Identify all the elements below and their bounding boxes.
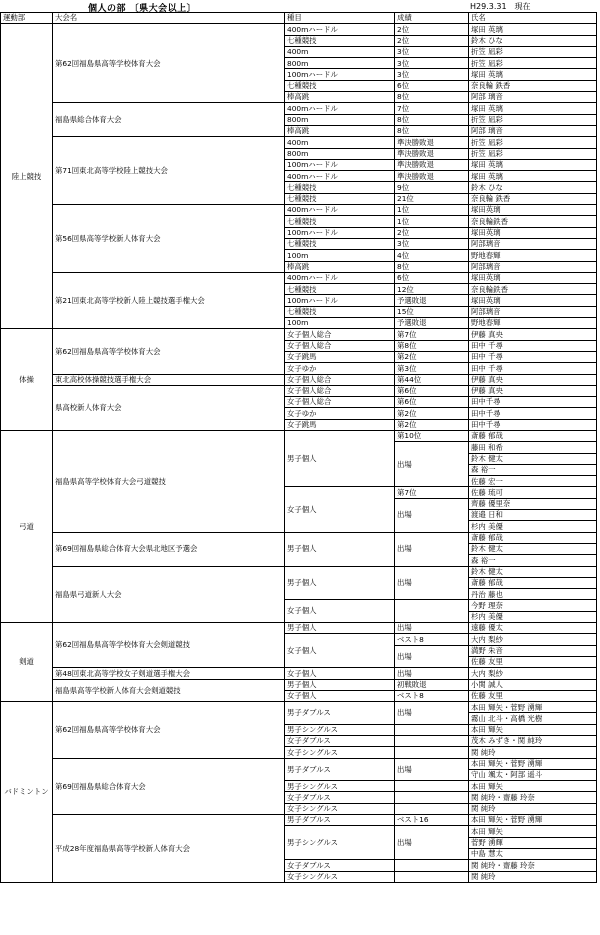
name-cell: 霧山 北斗・高橋 光樹 bbox=[469, 713, 597, 724]
name-cell: 遠藤 優太 bbox=[469, 623, 597, 634]
meet-cell: 第56回県高等学校新人体育大会 bbox=[53, 205, 285, 273]
result-cell: 初戦敗退 bbox=[395, 679, 469, 690]
result-cell: 第8位 bbox=[395, 340, 469, 351]
club-cell: 剣道 bbox=[1, 623, 53, 702]
result-cell: 出場 bbox=[395, 702, 469, 725]
result-cell bbox=[395, 747, 469, 758]
result-cell: 8位 bbox=[395, 125, 469, 136]
event-cell: 100mハードル bbox=[285, 159, 395, 170]
name-cell: 藤田 和希 bbox=[469, 442, 597, 453]
name-cell: 塚田英璃 bbox=[469, 205, 597, 216]
event-cell: 女子シングルス bbox=[285, 747, 395, 758]
event-cell: 女子ダブルス bbox=[285, 736, 395, 747]
table-row bbox=[1, 623, 597, 634]
result-cell: 15位 bbox=[395, 306, 469, 317]
result-cell: 出場 bbox=[395, 668, 469, 679]
club-cell: 体操 bbox=[1, 329, 53, 431]
result-cell bbox=[395, 781, 469, 792]
name-cell: 田中 千尋 bbox=[469, 340, 597, 351]
header-event: 種目 bbox=[285, 13, 395, 24]
name-cell: 本田 輝矢・菅野 湧輝 bbox=[469, 815, 597, 826]
header-club: 運動部 bbox=[1, 13, 53, 24]
name-cell: 関 純玲 bbox=[469, 747, 597, 758]
result-cell: 出場 bbox=[395, 532, 469, 566]
event-cell: 100mハードル bbox=[285, 69, 395, 80]
table-row bbox=[1, 532, 597, 543]
header-result: 成績 bbox=[395, 13, 469, 24]
table-row bbox=[1, 679, 597, 690]
name-cell: 佐藤 琉可 bbox=[469, 487, 597, 498]
name-cell: 本田 輝矢・菅野 湧輝 bbox=[469, 702, 597, 713]
result-cell: 出場 bbox=[395, 623, 469, 634]
name-cell: 田中千尋 bbox=[469, 408, 597, 419]
name-cell: 本田 輝矢・菅野 湧輝 bbox=[469, 758, 597, 769]
table-row bbox=[1, 329, 597, 340]
name-cell: 阿部璃音 bbox=[469, 261, 597, 272]
result-cell: 第7位 bbox=[395, 487, 469, 498]
name-cell: 森 裕一 bbox=[469, 464, 597, 475]
result-cell: 出場 bbox=[395, 645, 469, 668]
result-cell: 第6位 bbox=[395, 397, 469, 408]
event-cell: 女子個人総合 bbox=[285, 340, 395, 351]
name-cell: 大内 梨紗 bbox=[469, 634, 597, 645]
meet-cell: 平成28年度福島県高等学校新人体育大会 bbox=[53, 815, 285, 883]
result-cell bbox=[395, 871, 469, 882]
meet-cell: 第71回東北高等学校陸上競技大会 bbox=[53, 137, 285, 205]
meet-cell: 第62回福島県高等学校体育大会 bbox=[53, 702, 285, 758]
meet-cell: 東北高校体操競技選手権大会 bbox=[53, 374, 285, 385]
name-cell: 奈良輪 鉄香 bbox=[469, 80, 597, 91]
name-cell: 小関 誠人 bbox=[469, 679, 597, 690]
name-cell: 阿部 璃音 bbox=[469, 125, 597, 136]
event-cell: 七種競技 bbox=[285, 80, 395, 91]
event-cell: 800m bbox=[285, 148, 395, 159]
name-cell: 本田 輝矢 bbox=[469, 724, 597, 735]
event-cell: 100mハードル bbox=[285, 227, 395, 238]
table-row bbox=[1, 137, 597, 148]
result-cell: 出場 bbox=[395, 758, 469, 781]
result-cell: 1位 bbox=[395, 216, 469, 227]
result-cell: 第10位 bbox=[395, 430, 469, 441]
event-cell: 400mハードル bbox=[285, 272, 395, 283]
result-cell bbox=[395, 803, 469, 814]
event-cell: 女子個人総合 bbox=[285, 397, 395, 408]
name-cell: 鈴木 健太 bbox=[469, 453, 597, 464]
name-cell: 斎藤 郁哉 bbox=[469, 430, 597, 441]
result-cell: 12位 bbox=[395, 284, 469, 295]
event-cell: 棒高跳 bbox=[285, 261, 395, 272]
result-cell: 第2位 bbox=[395, 408, 469, 419]
name-cell: 塚田 英璃 bbox=[469, 103, 597, 114]
result-cell: ベスト8 bbox=[395, 690, 469, 701]
name-cell: 奈良輪 鉄香 bbox=[469, 193, 597, 204]
name-cell: 折笠 凪彩 bbox=[469, 148, 597, 159]
name-cell: 奈良輪鉄香 bbox=[469, 284, 597, 295]
name-cell: 鈴木 健太 bbox=[469, 543, 597, 554]
result-cell bbox=[395, 860, 469, 871]
result-cell: 3位 bbox=[395, 58, 469, 69]
name-cell: 折笠 凪彩 bbox=[469, 137, 597, 148]
name-cell: 齊藤 優里奈 bbox=[469, 498, 597, 509]
name-cell: 斎藤 郁哉 bbox=[469, 577, 597, 588]
result-cell: 3位 bbox=[395, 46, 469, 57]
event-cell: 男子個人 bbox=[285, 532, 395, 566]
name-cell: 田中千尋 bbox=[469, 419, 597, 430]
name-cell: 鈴木 ひな bbox=[469, 35, 597, 46]
name-cell: 塚田英璃 bbox=[469, 227, 597, 238]
event-cell: 400mハードル bbox=[285, 24, 395, 35]
event-cell: 女子跳馬 bbox=[285, 351, 395, 362]
name-cell: 斎藤 郁哉 bbox=[469, 532, 597, 543]
meet-cell: 第48回東北高等学校女子剣道選手権大会 bbox=[53, 668, 285, 679]
name-cell: 杉内 美優 bbox=[469, 521, 597, 532]
result-cell: 1位 bbox=[395, 205, 469, 216]
event-cell: 女子ダブルス bbox=[285, 792, 395, 803]
event-cell: 女子個人総合 bbox=[285, 329, 395, 340]
name-cell: 鈴木 ひな bbox=[469, 182, 597, 193]
result-cell: 準決勝敗退 bbox=[395, 148, 469, 159]
table-row bbox=[1, 702, 597, 713]
event-cell: 男子ダブルス bbox=[285, 702, 395, 725]
result-cell: 2位 bbox=[395, 24, 469, 35]
result-cell: 第7位 bbox=[395, 329, 469, 340]
result-cell: 8位 bbox=[395, 114, 469, 125]
name-cell: 杉内 美優 bbox=[469, 611, 597, 622]
result-cell: 予選敗退 bbox=[395, 318, 469, 329]
result-cell: 3位 bbox=[395, 238, 469, 249]
event-cell: 七種競技 bbox=[285, 238, 395, 249]
name-cell: 野地春輝 bbox=[469, 318, 597, 329]
event-cell: 100mハードル bbox=[285, 295, 395, 306]
name-cell: 本田 輝矢 bbox=[469, 781, 597, 792]
result-cell bbox=[395, 724, 469, 735]
result-cell: 8位 bbox=[395, 261, 469, 272]
name-cell: 関 純玲・齋藤 玲奈 bbox=[469, 860, 597, 871]
event-cell: 400m bbox=[285, 137, 395, 148]
event-cell: 100m bbox=[285, 318, 395, 329]
event-cell: 七種競技 bbox=[285, 182, 395, 193]
name-cell: 関 純玲 bbox=[469, 803, 597, 814]
result-cell: 出場 bbox=[395, 566, 469, 600]
event-cell: 男子ダブルス bbox=[285, 815, 395, 826]
name-cell: 菅野 湧輝 bbox=[469, 837, 597, 848]
table-row bbox=[1, 374, 597, 385]
name-cell: 中島 慧太 bbox=[469, 848, 597, 859]
event-cell: 棒高跳 bbox=[285, 92, 395, 103]
name-cell: 阿部璃音 bbox=[469, 306, 597, 317]
meet-cell: 福島県高等学校体育大会弓道競技 bbox=[53, 430, 285, 532]
event-cell: 女子個人 bbox=[285, 634, 395, 668]
table-row bbox=[1, 205, 597, 216]
event-cell: 男子個人 bbox=[285, 679, 395, 690]
header-meet: 大会名 bbox=[53, 13, 285, 24]
result-cell: 第3位 bbox=[395, 363, 469, 374]
name-cell: 渡邉 日和 bbox=[469, 510, 597, 521]
result-cell: 出場 bbox=[395, 498, 469, 532]
name-cell: 塚田 英璃 bbox=[469, 171, 597, 182]
name-cell: 丹治 藤也 bbox=[469, 589, 597, 600]
table-row bbox=[1, 103, 597, 114]
results-table bbox=[0, 12, 597, 883]
table-row bbox=[1, 758, 597, 769]
name-cell: 阿部璃音 bbox=[469, 238, 597, 249]
name-cell: 田中 千尋 bbox=[469, 351, 597, 362]
result-cell: 準決勝敗退 bbox=[395, 137, 469, 148]
event-cell: 女子個人総合 bbox=[285, 374, 395, 385]
event-cell: 七種競技 bbox=[285, 284, 395, 295]
event-cell: 女子個人 bbox=[285, 690, 395, 701]
name-cell: 田中 千尋 bbox=[469, 363, 597, 374]
name-cell: 伊藤 真央 bbox=[469, 329, 597, 340]
result-cell: ベスト16 bbox=[395, 815, 469, 826]
event-cell: 男子シングルス bbox=[285, 781, 395, 792]
name-cell: 茂木 みずき・関 純玲 bbox=[469, 736, 597, 747]
event-cell: 800m bbox=[285, 58, 395, 69]
name-cell: 折笠 凪彩 bbox=[469, 46, 597, 57]
event-cell: 男子個人 bbox=[285, 566, 395, 600]
result-cell: 3位 bbox=[395, 69, 469, 80]
table-row bbox=[1, 815, 597, 826]
club-cell: バドミントン bbox=[1, 702, 53, 883]
club-cell: 弓道 bbox=[1, 430, 53, 622]
event-cell: 女子跳馬 bbox=[285, 419, 395, 430]
meet-cell: 福島県高等学校新人体育大会剣道競技 bbox=[53, 679, 285, 702]
result-cell: ベスト8 bbox=[395, 634, 469, 645]
result-cell bbox=[395, 792, 469, 803]
result-cell bbox=[395, 600, 469, 623]
name-cell: 塚田英璃 bbox=[469, 272, 597, 283]
name-cell: 今野 理奈 bbox=[469, 600, 597, 611]
name-cell: 関 純玲 bbox=[469, 871, 597, 882]
result-cell: 準決勝敗退 bbox=[395, 171, 469, 182]
table-row bbox=[1, 272, 597, 283]
event-cell: 女子ゆか bbox=[285, 408, 395, 419]
name-cell: 関 純玲・齋藤 玲奈 bbox=[469, 792, 597, 803]
name-cell: 塚田英璃 bbox=[469, 295, 597, 306]
result-cell: 出場 bbox=[395, 442, 469, 487]
event-cell: 棒高跳 bbox=[285, 125, 395, 136]
table-row bbox=[1, 668, 597, 679]
event-cell: 男子ダブルス bbox=[285, 758, 395, 781]
result-cell: 第2位 bbox=[395, 351, 469, 362]
result-cell: 第6位 bbox=[395, 385, 469, 396]
event-cell: 男子個人 bbox=[285, 623, 395, 634]
meet-cell: 県高校新人体育大会 bbox=[53, 385, 285, 430]
event-cell: 男子個人 bbox=[285, 430, 395, 486]
result-cell: 6位 bbox=[395, 80, 469, 91]
meet-cell: 第62回福島県高等学校体育大会 bbox=[53, 24, 285, 103]
meet-cell: 福島県総合体育大会 bbox=[53, 103, 285, 137]
meet-cell: 第21回東北高等学校新人陸上競技選手権大会 bbox=[53, 272, 285, 328]
table-row bbox=[1, 385, 597, 396]
table-header-row bbox=[1, 13, 597, 24]
event-cell: 女子個人 bbox=[285, 668, 395, 679]
name-cell: 伊藤 真央 bbox=[469, 385, 597, 396]
result-cell: 4位 bbox=[395, 250, 469, 261]
name-cell: 森 裕一 bbox=[469, 555, 597, 566]
meet-cell: 福島県弓道新人大会 bbox=[53, 566, 285, 622]
name-cell: 折笠 凪彩 bbox=[469, 114, 597, 125]
result-cell bbox=[395, 736, 469, 747]
event-cell: 七種競技 bbox=[285, 193, 395, 204]
event-cell: 400mハードル bbox=[285, 205, 395, 216]
result-cell: 準決勝敗退 bbox=[395, 159, 469, 170]
event-cell: 400m bbox=[285, 46, 395, 57]
table-row bbox=[1, 430, 597, 441]
as-of-date: H29.3.31 現在 bbox=[470, 2, 531, 11]
event-cell: 女子ゆか bbox=[285, 363, 395, 374]
result-cell: 第2位 bbox=[395, 419, 469, 430]
table-row bbox=[1, 24, 597, 35]
name-cell: 鈴木 健太 bbox=[469, 566, 597, 577]
meet-cell: 第69回福島県総合体育大会県北地区予選会 bbox=[53, 532, 285, 566]
result-cell: 出場 bbox=[395, 826, 469, 860]
name-cell: 守山 颯太・阿部 遥斗 bbox=[469, 769, 597, 780]
result-cell: 2位 bbox=[395, 35, 469, 46]
name-cell: 阿部 璃音 bbox=[469, 92, 597, 103]
event-cell: 女子個人 bbox=[285, 600, 395, 623]
name-cell: 奈良輪鉄香 bbox=[469, 216, 597, 227]
event-cell: 七種競技 bbox=[285, 216, 395, 227]
name-cell: 本田 輝矢 bbox=[469, 826, 597, 837]
meet-cell: 第69回福島県総合体育大会 bbox=[53, 758, 285, 814]
header-name: 氏名 bbox=[469, 13, 597, 24]
page-title: 個人の部 〔県大会以上〕 bbox=[88, 4, 197, 14]
name-cell: 野地春輝 bbox=[469, 250, 597, 261]
event-cell: 400mハードル bbox=[285, 103, 395, 114]
event-cell: 女子シングルス bbox=[285, 871, 395, 882]
event-cell: 男子シングルス bbox=[285, 724, 395, 735]
event-cell: 100m bbox=[285, 250, 395, 261]
name-cell: 塚田 英璃 bbox=[469, 159, 597, 170]
name-cell: 田中千尋 bbox=[469, 397, 597, 408]
result-cell: 9位 bbox=[395, 182, 469, 193]
name-cell: 大内 梨紗 bbox=[469, 668, 597, 679]
club-cell: 陸上競技 bbox=[1, 24, 53, 329]
result-cell: 2位 bbox=[395, 227, 469, 238]
result-cell: 6位 bbox=[395, 272, 469, 283]
name-cell: 塚田 英璃 bbox=[469, 69, 597, 80]
meet-cell: 第62回福島県高等学校体育大会 bbox=[53, 329, 285, 374]
event-cell: 女子シングルス bbox=[285, 803, 395, 814]
event-cell: 七種競技 bbox=[285, 35, 395, 46]
result-cell: 7位 bbox=[395, 103, 469, 114]
result-cell: 予選敗退 bbox=[395, 295, 469, 306]
result-cell: 8位 bbox=[395, 92, 469, 103]
event-cell: 女子個人総合 bbox=[285, 385, 395, 396]
table-row bbox=[1, 566, 597, 577]
name-cell: 佐藤 宏一 bbox=[469, 476, 597, 487]
name-cell: 塚田 英璃 bbox=[469, 24, 597, 35]
event-cell: 女子個人 bbox=[285, 487, 395, 532]
name-cell: 佐藤 友里 bbox=[469, 690, 597, 701]
name-cell: 折笠 凪彩 bbox=[469, 58, 597, 69]
event-cell: 女子ダブルス bbox=[285, 860, 395, 871]
name-cell: 佐藤 友里 bbox=[469, 656, 597, 667]
name-cell: 伊藤 真央 bbox=[469, 374, 597, 385]
event-cell: 400mハードル bbox=[285, 171, 395, 182]
event-cell: 七種競技 bbox=[285, 306, 395, 317]
event-cell: 800m bbox=[285, 114, 395, 125]
meet-cell: 第62回福島県高等学校体育大会剣道競技 bbox=[53, 623, 285, 668]
event-cell: 男子シングルス bbox=[285, 826, 395, 860]
result-cell: 第44位 bbox=[395, 374, 469, 385]
name-cell: 満野 朱音 bbox=[469, 645, 597, 656]
result-cell: 21位 bbox=[395, 193, 469, 204]
